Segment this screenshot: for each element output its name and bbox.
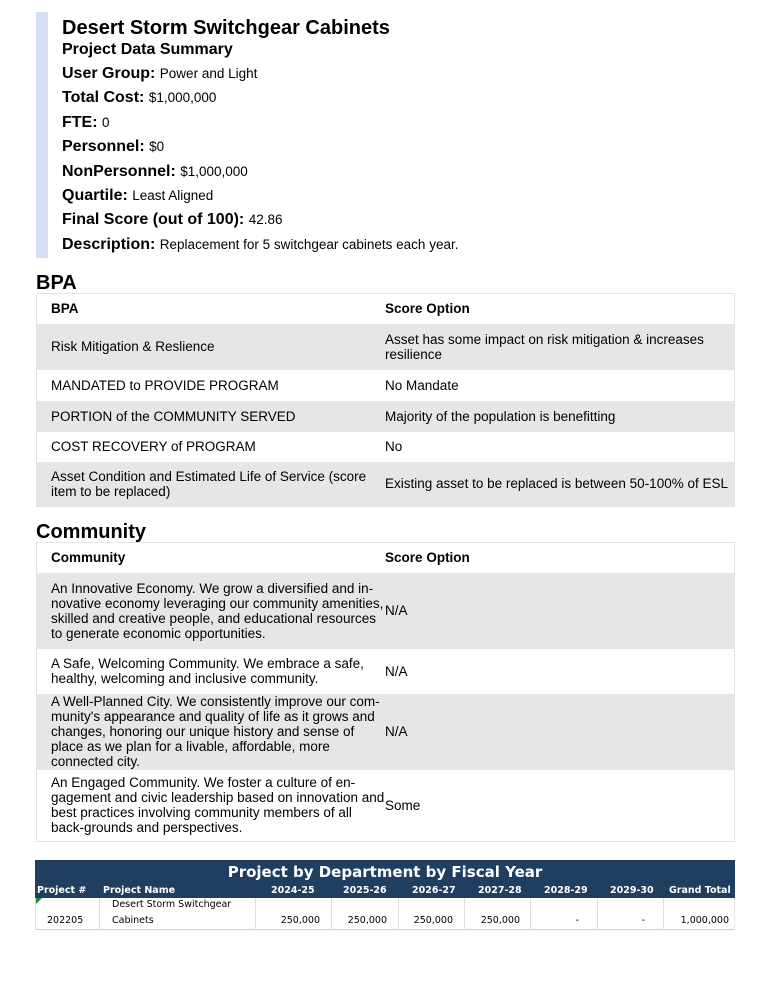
bpa-item: MANDATED to PROVIDE PROGRAM bbox=[37, 370, 386, 401]
project-name-line1: Desert Storm Switchgear bbox=[112, 899, 232, 910]
field-label: User Group: bbox=[62, 65, 156, 82]
table-row bbox=[37, 573, 735, 649]
bpa-item: Asset Condition and Estimated Life of Service (score item to be replaced) bbox=[37, 462, 386, 507]
field-value: Replacement for 5 switchgear cabinets each year. bbox=[159, 236, 459, 252]
summary-accent-bar bbox=[36, 12, 48, 258]
fiscal-column-headers bbox=[35, 883, 735, 898]
grand-total-value: 1,000,000 bbox=[680, 915, 729, 926]
field-value: $1,000,000 bbox=[148, 90, 217, 106]
column-header: 2027-28 bbox=[478, 885, 522, 896]
field-description bbox=[62, 233, 458, 257]
field-label: Final Score (out of 100): bbox=[62, 211, 245, 229]
fy-2025-26-value: 250,000 bbox=[347, 915, 387, 926]
field-fte bbox=[62, 111, 458, 135]
field-value: $0 bbox=[149, 139, 165, 155]
column-header: BPA bbox=[37, 294, 386, 324]
bpa-item: COST RECOVERY of PROGRAM bbox=[37, 432, 386, 462]
column-header: Grand Total bbox=[669, 885, 731, 896]
fy-2028-29-value: - bbox=[575, 915, 579, 926]
community-item: A Safe, Welcoming Community. We embrace a safe, healthy, welcoming and inclusive community. bbox=[37, 649, 386, 694]
fiscal-year-table bbox=[35, 860, 735, 930]
community-score: N/A bbox=[385, 694, 734, 770]
table-header-row bbox=[37, 543, 735, 573]
column-header: Score Option bbox=[385, 294, 734, 324]
project-number: 202205 bbox=[47, 915, 84, 926]
field-label: Quartile: bbox=[62, 187, 128, 205]
table-row bbox=[35, 898, 735, 930]
cell-comment-marker bbox=[36, 898, 42, 904]
community-item: An Engaged Community. We foster a culture of en-gagement and civic leadership based on innovation and best practices involving community members of all back-grounds and perspectives. bbox=[37, 770, 386, 842]
field-label: Personnel: bbox=[62, 138, 145, 156]
bpa-score: Existing asset to be replaced is between 50-100% of ESL bbox=[385, 462, 734, 507]
field-value: 42.86 bbox=[248, 212, 283, 228]
field-value: $1,000,000 bbox=[180, 163, 248, 179]
bpa-item: PORTION of the COMMUNITY SERVED bbox=[37, 401, 386, 432]
community-heading: Community bbox=[36, 521, 146, 543]
table-row bbox=[37, 649, 735, 694]
field-label: NonPersonnel: bbox=[62, 162, 176, 180]
field-final-score bbox=[62, 208, 458, 232]
table-row bbox=[37, 432, 735, 462]
column-header: 2024-25 bbox=[271, 885, 315, 896]
bpa-table bbox=[36, 293, 735, 507]
bpa-score: No bbox=[385, 432, 734, 462]
field-total-cost bbox=[62, 86, 458, 110]
column-header: 2028-29 bbox=[544, 885, 588, 896]
summary-subtitle: Project Data Summary bbox=[62, 41, 233, 58]
fiscal-header bbox=[35, 860, 735, 898]
column-header: Score Option bbox=[385, 543, 734, 573]
table-row bbox=[37, 324, 735, 370]
project-title: Desert Storm Switchgear Cabinets bbox=[62, 17, 390, 39]
field-label: Description: bbox=[62, 235, 156, 253]
table-row bbox=[37, 694, 735, 770]
column-header: 2026-27 bbox=[412, 885, 456, 896]
field-quartile bbox=[62, 184, 458, 208]
column-header: Project Name bbox=[103, 885, 176, 896]
fy-2026-27-value: 250,000 bbox=[413, 915, 453, 926]
community-item: An Innovative Economy. We grow a diversified and in-novative economy leveraging our community amenities, skilled and creative people, and educational resources to generate economic opportunities. bbox=[37, 573, 386, 649]
column-header: Community bbox=[37, 543, 386, 573]
column-header: 2029-30 bbox=[610, 885, 654, 896]
column-header: Project # bbox=[37, 885, 87, 896]
fy-2024-25-value: 250,000 bbox=[280, 915, 320, 926]
fy-2029-30-value: - bbox=[641, 915, 645, 926]
field-value: Power and Light bbox=[159, 66, 258, 81]
bpa-score: No Mandate bbox=[385, 370, 734, 401]
bpa-score: Majority of the population is benefitting bbox=[385, 401, 734, 432]
bpa-item: Risk Mitigation & Reslience bbox=[37, 324, 386, 370]
field-value: Least Aligned bbox=[132, 188, 214, 204]
field-user-group bbox=[62, 62, 458, 86]
table-row bbox=[37, 370, 735, 401]
table-row bbox=[37, 462, 735, 507]
community-item: A Well-Planned City. We consistently improve our com-munity's appearance and quality of life as it grows and changes, honoring our unique history and sense of place as we plan for a livable, affordable, more connected city. bbox=[37, 694, 386, 770]
bpa-score: Asset has some impact on risk mitigation & increases resilience bbox=[385, 324, 734, 370]
project-name-line2: Cabinets bbox=[112, 915, 154, 926]
community-score: N/A bbox=[385, 573, 734, 649]
field-label: Total Cost: bbox=[62, 89, 145, 107]
field-nonpersonnel bbox=[62, 160, 458, 184]
community-score: N/A bbox=[385, 649, 734, 694]
table-header-row bbox=[37, 294, 735, 324]
table-row bbox=[37, 770, 735, 842]
fiscal-title: Project by Department by Fiscal Year bbox=[227, 863, 543, 881]
column-header: 2025-26 bbox=[343, 885, 387, 896]
bpa-heading: BPA bbox=[36, 272, 77, 294]
project-summary bbox=[36, 12, 736, 258]
community-score: Some bbox=[385, 770, 734, 842]
field-personnel bbox=[62, 135, 458, 159]
field-value: 0 bbox=[102, 114, 110, 130]
community-table bbox=[36, 542, 735, 842]
table-row bbox=[37, 401, 735, 432]
field-label: FTE: bbox=[62, 113, 98, 131]
fy-2027-28-value: 250,000 bbox=[480, 915, 520, 926]
